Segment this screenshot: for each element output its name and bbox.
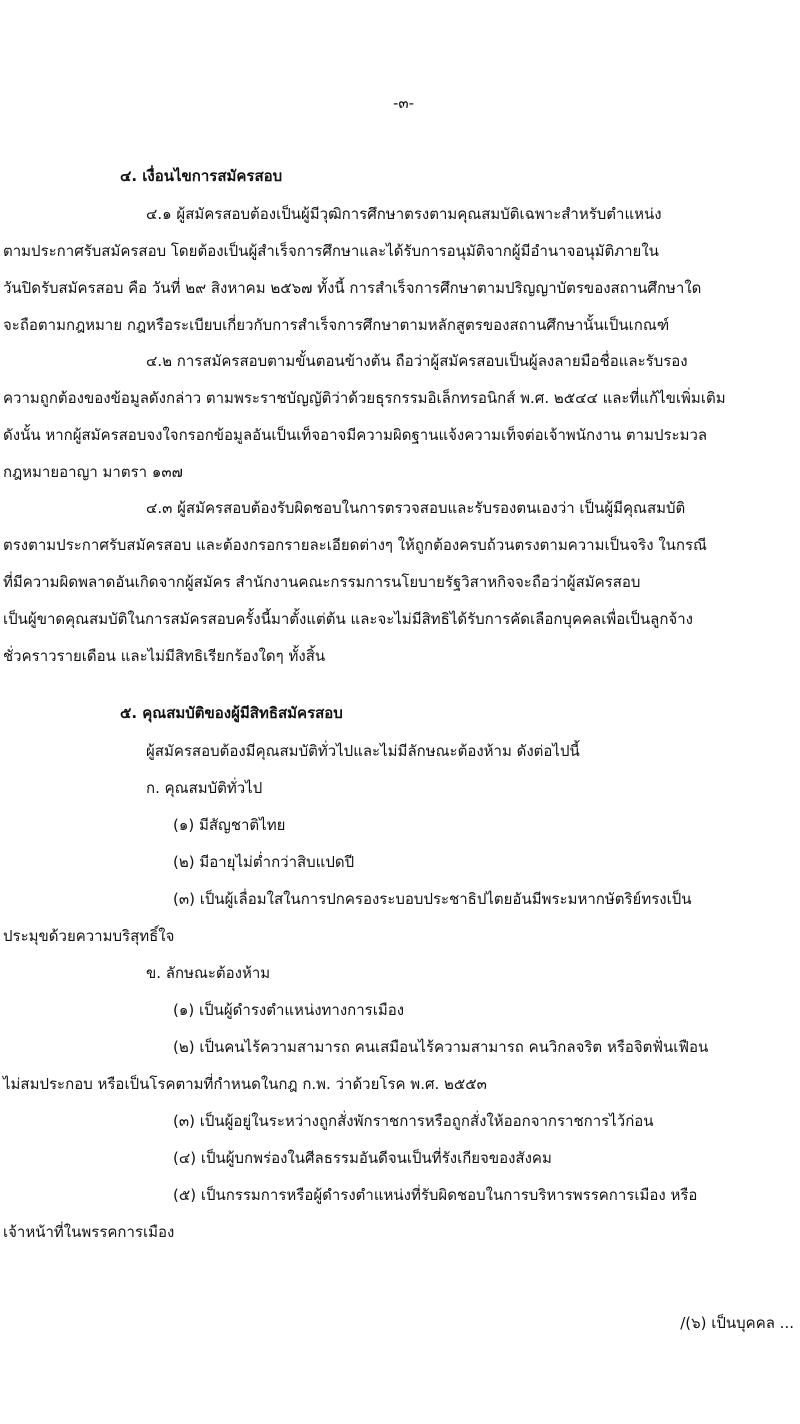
prohibited-item-2-line-2: ไม่สมประกอบ หรือเป็นโรคตามที่กำหนดในกฎ ก.พ. ว่าด้วยโรค พ.ศ. ๒๕๕๓ xyxy=(3,1075,487,1093)
continuation-marker: /(๖) เป็นบุคคล ... xyxy=(680,1314,794,1332)
general-qualifications-heading: ก. คุณสมบัติทั่วไป xyxy=(146,779,263,797)
section-4-1-line-1: ๔.๑ ผู้สมัครสอบต้องเป็นผู้มีวุฒิการศึกษาตรงตามคุณสมบัติเฉพาะสำหรับตำแหน่ง xyxy=(146,205,662,223)
section-4-2-line-3: ดังนั้น หากผู้สมัครสอบจงใจกรอกข้อมูลอันเป็นเท็จอาจมีความผิดฐานแจ้งความเท็จต่อเจ้าพนักงาน ตามประมวล xyxy=(3,426,708,444)
prohibited-item-5-line-2: เจ้าหน้าที่ในพรรคการเมือง xyxy=(3,1223,175,1241)
section-4-2-line-2: ความถูกต้องของข้อมูลดังกล่าว ตามพระราชบัญญัติว่าด้วยธุรกรรมอิเล็กทรอนิกส์ พ.ศ. ๒๕๔๔ และที่แก้ไขเพิ่มเติม xyxy=(3,389,726,407)
prohibited-heading: ข. ลักษณะต้องห้าม xyxy=(146,964,271,982)
general-item-3-line-2: ประมุขด้วยความบริสุทธิ์ใจ xyxy=(3,927,175,945)
prohibited-item-2-line-1: (๒) เป็นคนไร้ความสามารถ คนเสมือนไร้ความสามารถ คนวิกลจริต หรือจิตฟั่นเฟือน xyxy=(173,1038,709,1056)
section-4-2-line-1: ๔.๒ การสมัครสอบตามขั้นตอนข้างต้น ถือว่าผู้สมัครสอบเป็นผู้ลงลายมือชื่อและรับรอง xyxy=(146,352,688,370)
prohibited-item-1: (๑) เป็นผู้ดำรงตำแหน่งทางการเมือง xyxy=(173,1001,405,1019)
prohibited-item-3: (๓) เป็นผู้อยู่ในระหว่างถูกสั่งพักราชการหรือถูกสั่งให้ออกจากราชการไว้ก่อน xyxy=(173,1112,654,1130)
section-4-1-line-4: จะถือตามกฎหมาย กฎหรือระเบียบเกี่ยวกับการสำเร็จการศึกษาตามหลักสูตรของสถานศึกษานั้นเป็นเกณฑ์ xyxy=(3,316,670,334)
section-4-3-line-2: ตรงตามประกาศรับสมัครสอบ และต้องกรอกรายละเอียดต่างๆ ให้ถูกต้องครบถ้วนตรงตามความเป็นจริง ในกรณี xyxy=(3,536,707,554)
general-item-1: (๑) มีสัญชาติไทย xyxy=(173,816,286,834)
section-4-heading: ๔. เงื่อนไขการสมัครสอบ xyxy=(120,167,283,185)
section-4-2-line-4: กฎหมายอาญา มาตรา ๑๓๗ xyxy=(3,463,183,481)
general-item-2: (๒) มีอายุไม่ต่ำกว่าสิบแปดปี xyxy=(173,853,355,871)
prohibited-item-5-line-1: (๕) เป็นกรรมการหรือผู้ดำรงตำแหน่งที่รับผิดชอบในการบริหารพรรคการเมือง หรือ xyxy=(173,1186,698,1204)
section-4-3-line-3: ที่มีความผิดพลาดอันเกิดจากผู้สมัคร สำนักงานคณะกรรมการนโยบายรัฐวิสาหกิจจะถือว่าผู้สมัครสอบ xyxy=(3,573,641,591)
section-5-intro: ผู้สมัครสอบต้องมีคุณสมบัติทั่วไปและไม่มีลักษณะต้องห้าม ดังต่อไปนี้ xyxy=(146,742,580,760)
section-4-3-line-1: ๔.๓ ผู้สมัครสอบต้องรับผิดชอบในการตรวจสอบและรับรองตนเองว่า เป็นผู้มีคุณสมบัติ xyxy=(146,499,686,517)
section-4-3-line-4: เป็นผู้ขาดคุณสมบัติในการสมัครสอบครั้งนี้มาตั้งแต่ต้น และจะไม่มีสิทธิได้รับการคัดเลือกบุคคลเพื่อเป็นลูกจ้าง xyxy=(3,610,693,628)
page-number: -๓- xyxy=(393,94,415,112)
section-4-1-line-3: วันปิดรับสมัครสอบ คือ วันที่ ๒๙ สิงหาคม ๒๕๖๗ ทั้งนี้ การสำเร็จการศึกษาตามปริญญาบัตรของสถานศึกษาใด xyxy=(3,279,702,297)
prohibited-item-4: (๔) เป็นผู้บกพร่องในศีลธรรมอันดีจนเป็นที่รังเกียจของสังคม xyxy=(173,1149,552,1167)
section-4-3-line-5: ชั่วคราวรายเดือน และไม่มีสิทธิเรียกร้องใดๆ ทั้งสิ้น xyxy=(3,647,326,665)
section-4-1-line-2: ตามประกาศรับสมัครสอบ โดยต้องเป็นผู้สำเร็จการศึกษาและได้รับการอนุมัติจากผู้มีอำนาจอนุมัติภายใน xyxy=(3,242,659,260)
section-5-heading: ๕. คุณสมบัติของผู้มีสิทธิสมัครสอบ xyxy=(120,704,343,722)
general-item-3-line-1: (๓) เป็นผู้เลื่อมใสในการปกครองระบอบประชาธิปไตยอันมีพระมหากษัตริย์ทรงเป็น xyxy=(173,890,692,908)
